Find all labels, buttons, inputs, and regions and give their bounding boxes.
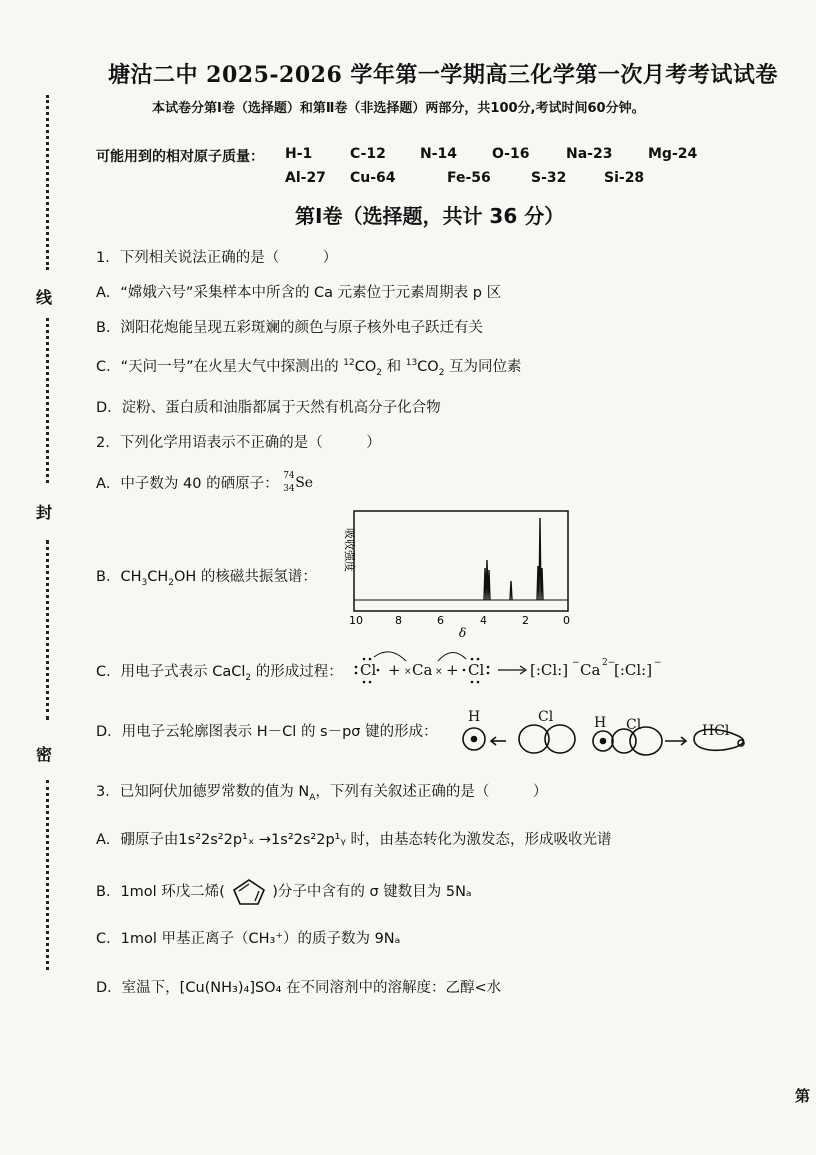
q3-b-text-pre: B．1mol 环戊二烯( xyxy=(96,884,225,900)
q2-option-a xyxy=(96,472,321,494)
q3-b-text-post: )分子中含有的 σ 键数目为 5Nₐ xyxy=(272,884,472,900)
q2-c-text-post: 的形成过程： xyxy=(251,664,343,680)
page-footer: 第 xyxy=(794,1087,810,1105)
product-ca: Ca xyxy=(580,661,601,679)
q1-stem: 1．下列相关说法正确的是（ ） xyxy=(96,250,338,266)
q2-option-b xyxy=(96,565,317,588)
mass-item: Al-27 xyxy=(285,170,326,186)
mass-item: Mg-24 xyxy=(648,146,698,162)
masses-label: 可能用到的相对原子质量： xyxy=(96,149,264,165)
q2-c-text-pre: C．用电子式表示 CaCl xyxy=(96,664,246,680)
q2-a-atomic-number: 34 xyxy=(283,484,295,494)
q3-stem-pre: 3．已知阿伏加德罗常数的值为 N xyxy=(96,784,310,800)
margin-dotted-line-1 xyxy=(46,95,49,270)
q2-a-mass-number: 74 xyxy=(283,471,295,481)
mass-item: Si-28 xyxy=(604,170,645,186)
mass-item: C-12 xyxy=(350,146,386,162)
q1-option-a: A．“嫦娥六号”采集样本中所含的 Ca 元素位于元素周期表 p 区 xyxy=(96,285,502,301)
q1-c-iso2: 13 xyxy=(405,358,418,369)
svg-text:−: − xyxy=(572,658,580,668)
cacl2-electron-formula xyxy=(352,645,662,691)
q1-option-c xyxy=(96,355,522,378)
nmr-tick-2: 2 xyxy=(522,614,529,627)
plus-sign-1: + xyxy=(388,661,401,679)
margin-mark-feng: 封 xyxy=(36,503,53,522)
margin-dotted-line-2 xyxy=(46,318,49,483)
exam-title: 塘沽二中 2025-2026 学年第一学期高三化学第一次月考考试试卷 xyxy=(108,62,778,88)
q2-b-ch: CH xyxy=(147,569,169,585)
mass-item: Na-23 xyxy=(566,146,613,162)
q2-stem: 2．下列化学用语表示不正确的是（ ） xyxy=(96,435,381,451)
mass-item: N-14 xyxy=(420,146,458,162)
q3-option-d: D．室温下，[Cu(NH₃)₄]SO₄ 在不同溶剂中的溶解度：乙醇<水 xyxy=(96,980,502,996)
svg-text:2−: 2− xyxy=(602,658,616,668)
margin-dotted-line-3 xyxy=(46,540,49,720)
q2-option-c xyxy=(96,660,343,683)
ca-symbol: Ca xyxy=(412,661,433,679)
q3-option-b xyxy=(96,877,472,907)
q2-b-text-pre: B．CH xyxy=(96,569,142,585)
nmr-tick-0: 0 xyxy=(563,614,570,627)
q1-option-b: B．浏阳花炮能呈现五彩斑斓的颜色与原子核外电子跃迁有关 xyxy=(96,320,483,336)
q2-option-d: D．用电子云轮廓图表示 H－Cl 的 s－pσ 键的形成： xyxy=(96,724,438,740)
nmr-spectrum xyxy=(330,508,580,640)
nmr-frame xyxy=(354,511,568,611)
nmr-xlabel: δ xyxy=(459,626,467,640)
q1-c-text-post: 互为同位素 xyxy=(444,359,522,375)
q1-c-iso1: 12 xyxy=(343,358,355,369)
q2-a-symbol: Se xyxy=(295,475,314,491)
q1-c-sub2: 2 xyxy=(438,367,445,378)
mass-item: H-1 xyxy=(285,146,313,162)
q3-stem-sub: A xyxy=(309,792,316,803)
section-title: 第Ⅰ卷（选择题，共计 36 分） xyxy=(295,204,565,228)
mass-item: Cu-64 xyxy=(350,170,396,186)
q1-c-sub1: 2 xyxy=(376,367,382,378)
cl-left-symbol: Cl xyxy=(360,661,377,679)
q3-stem xyxy=(96,780,547,803)
nmr-peak-singlet xyxy=(510,581,512,600)
cross-electron-1: × xyxy=(404,667,412,677)
q3-stem-post: ，下列有关叙述正确的是（ ） xyxy=(315,784,548,800)
exam-subtitle: 本试卷分第Ⅰ卷（选择题）和第Ⅱ卷（非选择题）两部分，共100分,考试时间60分钟。 xyxy=(152,101,645,116)
q1-c-co2: CO xyxy=(417,359,439,375)
margin-mark-mi: 密 xyxy=(36,745,53,764)
cl-right-symbol: Cl xyxy=(468,661,485,679)
margin-mark-xian: 线 xyxy=(36,288,53,307)
cross-electron-2: × xyxy=(435,667,443,677)
q1-c-and: 和 xyxy=(382,359,406,375)
nmr-ylabel: 吸收强度 xyxy=(343,528,356,572)
q2-c-sub: 2 xyxy=(245,672,252,683)
nmr-tick-8: 8 xyxy=(395,614,402,627)
plus-sign-2: + xyxy=(446,661,459,679)
mass-item: O-16 xyxy=(492,146,530,162)
label-h-1: H xyxy=(468,709,481,725)
mass-item: S-32 xyxy=(531,170,567,186)
label-cl-1: Cl xyxy=(538,709,554,725)
q1-c-text-pre: C．“天问一号”在火星大气中探测出的 xyxy=(96,359,344,375)
q2-b-sub2: 2 xyxy=(168,577,174,588)
nmr-tick-10: 10 xyxy=(349,614,363,627)
product-cl-1: [:Cl:] xyxy=(530,661,569,679)
q1-option-d: D．淀粉、蛋白质和油脂都属于天然有机高分子化合物 xyxy=(96,400,441,416)
label-cl-2: Cl xyxy=(626,717,642,733)
q2-b-sub3: 3 xyxy=(141,577,148,588)
cyclopentadiene-structure xyxy=(230,877,268,907)
q3-option-a: A．硼原子由1s²2s²2p¹ₓ →1s²2s²2p¹ᵧ 时，由基态转化为激发态，形成吸收光谱 xyxy=(96,832,612,848)
label-hcl: HCl xyxy=(702,723,730,739)
product-cl-2: [:Cl:] xyxy=(614,661,653,679)
nmr-tick-6: 6 xyxy=(437,614,444,627)
electron-transfer-arrow-2 xyxy=(438,652,466,661)
nmr-peak-quartet xyxy=(484,560,490,600)
q1-c-co1: CO xyxy=(354,359,377,375)
margin-dotted-line-4 xyxy=(46,780,49,970)
q3-option-c: C．1mol 甲基正离子（CH₃⁺）的质子数为 9Nₐ xyxy=(96,931,401,947)
nmr-peak-triplet xyxy=(537,518,543,600)
sp-sigma-bond-diagram xyxy=(458,705,758,765)
svg-text:−: − xyxy=(654,658,662,668)
electron-transfer-arrow-1 xyxy=(374,652,406,661)
label-h-2: H xyxy=(594,715,607,731)
q2-a-nuclide xyxy=(283,471,321,494)
q2-a-text: A．中子数为 40 的硒原子： xyxy=(96,476,279,492)
q2-b-text-post: OH 的核磁共振氢谱： xyxy=(173,569,317,585)
mass-item: Fe-56 xyxy=(447,170,491,186)
nmr-tick-4: 4 xyxy=(480,614,487,627)
